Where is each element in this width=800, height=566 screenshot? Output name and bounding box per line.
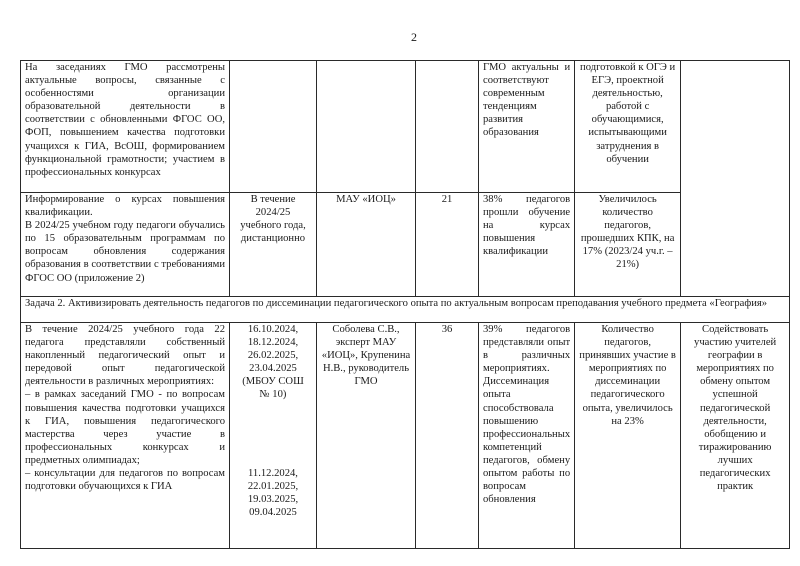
activity-line: В 2024/25 учебном году педагоги обучались по 15 образовательным программам по вопросам обновления содержания образования в соответствии с требованиями ФГОС ОО (приложение 2) (25, 220, 225, 284)
result-cell: 39% педагогов представляли опыт в различных мероприятиях. Диссеминация опыта способствовала повышению профессиональных компетенций педагогов, обмену опытом работы по вопросам обновления (479, 323, 575, 549)
table-row (21, 193, 790, 297)
date-item: 19.03.2025, (247, 493, 299, 505)
activity-line: Информирование о курсах повышения квалификации. (25, 194, 225, 219)
task-row (21, 297, 790, 323)
task-heading: Задача 2. Активизировать деятельность педагогов по диссеминации педагогического опыта по актуальным вопросам преподавания учебного предмета «География» (21, 297, 790, 323)
page-number: 2 (411, 30, 417, 44)
result-cell: ГМО актуальны и соответствуют современным тенденциям развития образования (479, 61, 575, 193)
effect-cell: Увеличилось количество педагогов, прошедших КПК, на 17% (2023/24 уч.г. – 21%) (575, 193, 681, 297)
count-cell: 36 (416, 323, 479, 549)
dates-cell: В течение 2024/25 учебного года, дистанционно (230, 193, 317, 297)
goal-cell (681, 61, 790, 297)
count-cell: 21 (416, 193, 479, 297)
activity-cell (21, 193, 230, 297)
responsible-cell: Соболева С.В., эксперт МАУ «ИОЦ», Крупенина Н.В., руководитель ГМО (317, 323, 416, 549)
effect-cell: Количество педагогов, принявших участие в мероприятиях по диссеминации педагогического опыта, увеличилось на 23% (575, 323, 681, 549)
date-item: 18.12.2024, (247, 337, 299, 349)
date-item: 26.02.2025, (247, 350, 299, 362)
responsible-cell (317, 61, 416, 193)
dates-cell (230, 61, 317, 193)
report-table (20, 60, 790, 549)
result-cell: 38% педагогов прошли обучение на курсах повышения квалификации (479, 193, 575, 297)
activity-line: – консультации для педагогов по вопросам подготовки обучающихся к ГИА (25, 468, 225, 493)
table-row (21, 61, 790, 193)
activity-line: В течение 2024/25 учебного года 22 педагога представляли собственный накопленный педагогический опыт и передовой опыт педагогической деятельности в различных мероприятиях: (25, 324, 225, 388)
date-item: (МБОУ СОШ (242, 376, 304, 388)
table-row (21, 323, 790, 549)
activity-cell (21, 323, 230, 549)
date-item: 23.04.2025 (249, 363, 297, 375)
spacer (234, 402, 312, 467)
count-cell (416, 61, 479, 193)
goal-cell: Содействовать участию учителей географии в мероприятиях по обмену опытом успешной педагогической деятельности, обобщению и тиражированию лучших педагогических практик (681, 323, 790, 549)
responsible-cell: МАУ «ИОЦ» (317, 193, 416, 297)
activity-line: – в рамках заседаний ГМО - по вопросам повышения качества подготовки учащихся к ГИА, повышения педагогического мастерства через участие в профессиональных конкурсах и предметных олимпиадах; (25, 389, 225, 466)
date-item: 16.10.2024, (247, 324, 299, 335)
date-item: 09.04.2025 (249, 506, 297, 518)
effect-cell: подготовкой к ОГЭ и ЕГЭ, проектной деятельностью, работой с обучающимися, испытывающими затруднения в обучении (575, 61, 681, 193)
dates-cell (230, 323, 317, 549)
date-item: № 10) (259, 389, 287, 401)
activity-cell: На заседаниях ГМО рассмотрены актуальные вопросы, связанные с особенностями организации образовательной деятельности в соответствии с обновленными ФГОС ОО, ФОП, повышением качества подготовки учащихся к ГИА, ВсОШ, формированием функциональной грамотности; участием в профессиональных конкурсах (21, 61, 230, 193)
date-item: 11.12.2024, (248, 467, 298, 479)
date-item: 22.01.2025, (247, 480, 299, 492)
